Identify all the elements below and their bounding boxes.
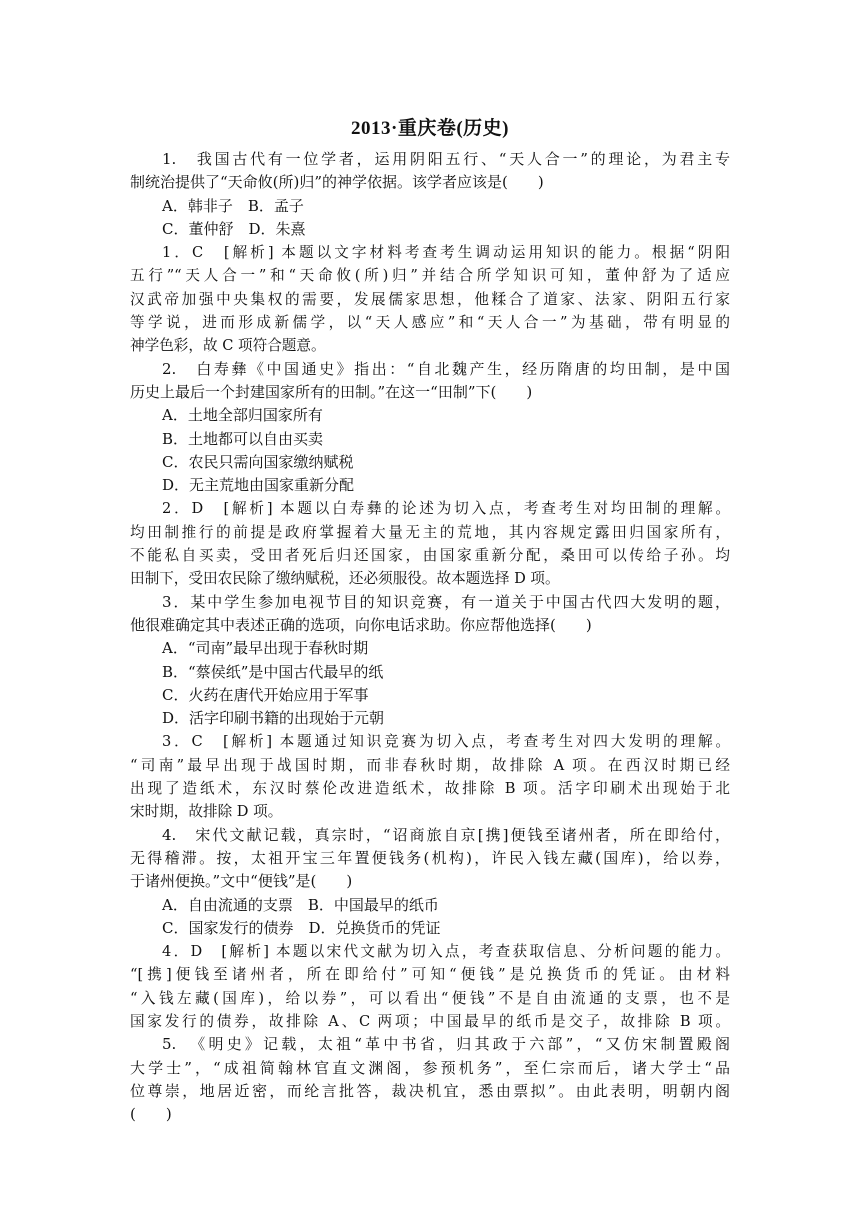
question-4-line-3: 于诸州便换。”文中“便钱”是( )	[130, 872, 353, 891]
question-3-option-a: A．“司南”最早出现于春秋时期	[162, 639, 369, 658]
question-1-options-ab: A．韩非子 B．孟子	[162, 196, 304, 215]
answer-4-line-4: 国家发行的债券，故排除 A、C 两项；中国最早的纸币是交子，故排除 B 项。	[130, 1012, 730, 1030]
answer-1-line-4: 等学说，进而形成新儒学，以“天人感应”和“天人合一”为基础，带有明显的	[130, 314, 730, 332]
question-1-line-1: 1. 我国古代有一位学者，运用阴阳五行、“天人合一”的理论，为君主专	[162, 150, 730, 168]
answer-2-line-4: 田制下，受田农民除了缴纳赋税，还必须服役。故本题选择 D 项。	[130, 570, 560, 588]
answer-4-line-2: “[携]便钱至诸州者，所在即给付”可知“便钱”是兑换货币的凭证。由材料	[130, 966, 730, 984]
question-2-option-c: C．农民只需向国家缴纳赋税	[162, 452, 354, 471]
answer-1-line-3: 汉武帝加强中央集权的需要，发展儒家思想，他糅合了道家、法家、阴阳五行家	[130, 290, 730, 308]
answer-2-line-3: 不能私自买卖，受田者死后归还国家，由国家重新分配，桑田可以传给子孙。均	[130, 547, 730, 565]
question-3-option-b: B．“蔡侯纸”是中国古代最早的纸	[162, 662, 384, 681]
answer-2-line-2: 均田制推行的前提是政府掌握着大量无主的荒地，其内容规定露田归国家所有，	[130, 523, 730, 541]
question-4-line-2: 无得稽滞。按，太祖开宝三年置便钱务(机构)，许民入钱左藏(国库)，给以券，	[130, 848, 730, 867]
answer-4-line-1: 4．D [解析] 本题以宋代文献为切入点，考查获取信息、分析问题的能力。	[162, 943, 730, 961]
answer-2-line-1: 2．D [解析] 本题以白寿彝的论述为切入点，考查考生对均田制的理解。	[162, 500, 730, 518]
answer-1-line-5: 神学色彩，故 C 项符合题意。	[130, 337, 326, 355]
question-4-options-ab: A．自由流通的支票 B．中国最早的纸币	[162, 895, 439, 914]
question-5-line-3: 位尊崇，地居近密，而纶言批答，裁决机宜，悉由票拟”。由此表明，明朝内阁	[130, 1081, 730, 1100]
question-5-line-2: 大学士”，“成祖简翰林官直文渊阁，参预机务”，至仁宗而后，诸大学士“品	[130, 1058, 730, 1077]
question-2-line-1: 2. 白寿彝《中国通史》指出：“自北魏产生，经历隋唐的均田制，是中国	[162, 359, 730, 378]
question-2-option-d: D．无主荒地由国家重新分配	[162, 476, 355, 495]
answer-4-line-3: “入钱左藏(国库)，给以券”，可以看出“便钱”不是自由流通的支票，也不是	[130, 989, 730, 1007]
question-3-line-1: 3．某中学生参加电视节目的知识竞赛，有一道关于中国古代四大发明的题，	[162, 592, 730, 611]
question-3-line-2: 他很难确定其中表述正确的选项，向你电话求助。你应帮他选择( )	[130, 615, 592, 634]
question-1-options-cd: C．董仲舒 D．朱熹	[162, 219, 306, 238]
answer-3-line-3: 出现了造纸术，东汉时蔡伦改进造纸术，故排除 B 项。活字印刷术出现始于北	[130, 780, 730, 798]
question-4-line-1: 4. 宋代文献记载，真宗时，“诏商旅自京[携]便钱至诸州者，所在即给付，	[162, 825, 730, 844]
question-3-option-c: C．火药在唐代开始应用于军事	[162, 685, 369, 704]
question-3-option-d: D．活字印刷书籍的出现始于元朝	[162, 709, 385, 728]
question-2-option-b: B．土地都可以自由买卖	[162, 429, 324, 448]
question-1-line-2: 制统治提供了“天命攸(所)归”的神学依据。该学者应该是( )	[130, 173, 544, 192]
document-page	[130, 116, 730, 1126]
answer-1-line-2: 五行”“天人合一”和“天命攸(所)归”并结合所学知识可知，董仲舒为了适应	[130, 267, 730, 285]
question-2-option-a: A．土地全部归国家所有	[162, 406, 323, 425]
question-5-line-1: 5. 《明史》记载，太祖“革中书省，归其政于六部”，“又仿宋制置殿阁	[162, 1035, 730, 1054]
document-title: 2013·重庆卷(历史)	[351, 118, 509, 139]
answer-3-line-4: 宋时期，故排除 D 项。	[130, 803, 283, 821]
answer-3-line-2: “司南”最早出现于战国时期，而非春秋时期，故排除 A 项。在西汉时期已经	[130, 756, 730, 774]
answer-1-line-1: 1．C [解析] 本题以文字材料考查考生调动运用知识的能力。根据“阴阳	[162, 244, 730, 262]
answer-3-line-1: 3．C [解析] 本题通过知识竞赛为切入点，考查考生对四大发明的理解。	[162, 733, 730, 751]
question-4-options-cd: C．国家发行的债券 D．兑换货币的凭证	[162, 918, 441, 937]
question-5-line-4: ( )	[130, 1105, 172, 1124]
question-2-line-2: 历史上最后一个封建国家所有的田制。”在这一“田制”下( )	[130, 382, 533, 401]
